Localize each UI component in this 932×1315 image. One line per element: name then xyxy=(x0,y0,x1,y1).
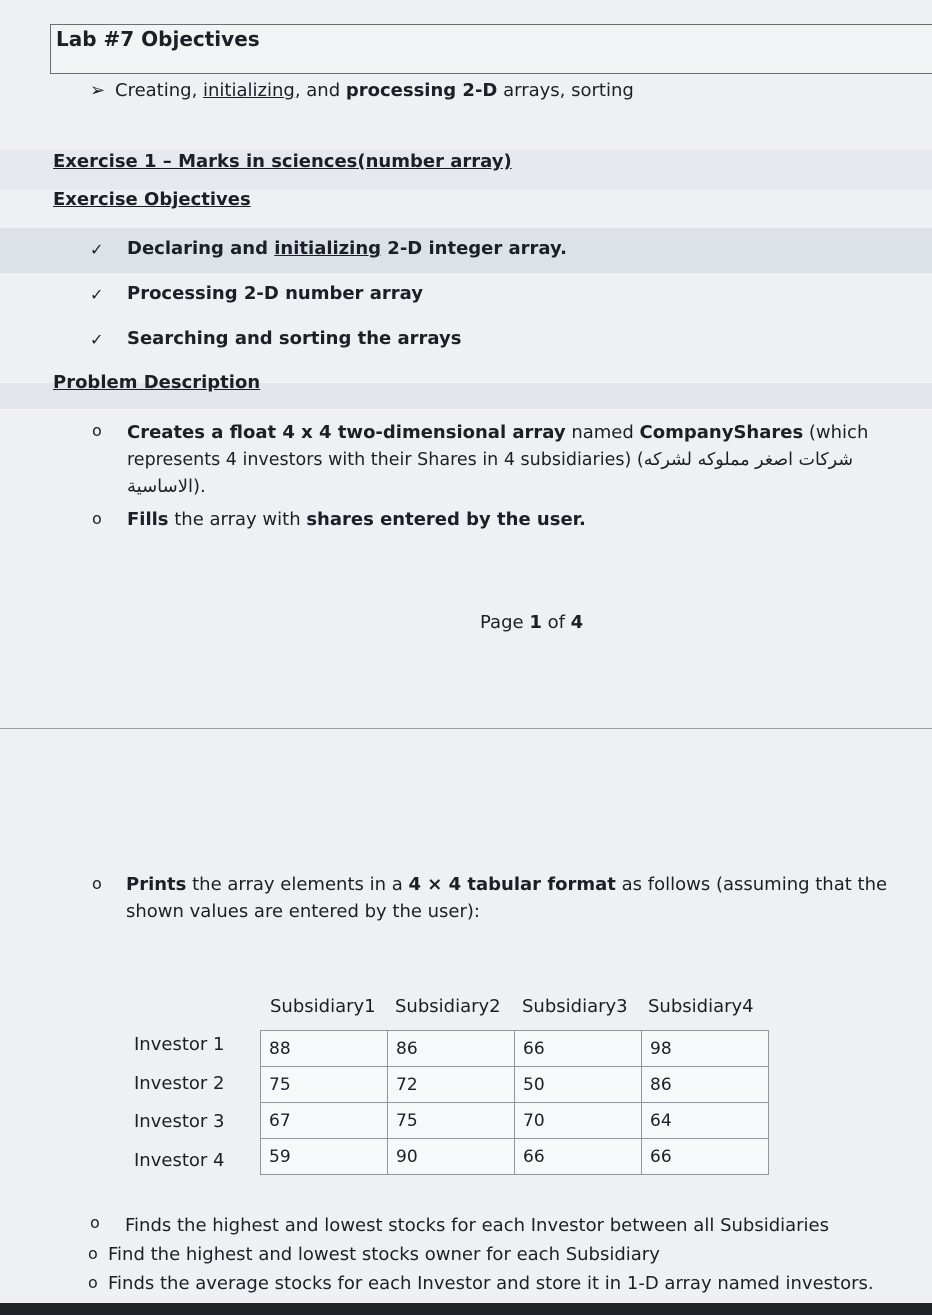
objective-text: Declaring and xyxy=(127,238,275,259)
problem-text-bold: Prints xyxy=(126,874,187,895)
table-cell: 59 xyxy=(261,1139,388,1175)
page-number xyxy=(480,612,583,633)
table-cell: 66 xyxy=(642,1139,769,1175)
problem-text-bold: shares entered by the user. xyxy=(306,509,586,530)
page-number-current: 1 xyxy=(529,612,542,633)
lab-objective-bold: processing 2-D xyxy=(345,80,498,101)
shares-table xyxy=(260,1030,769,1175)
table-cell: 75 xyxy=(261,1067,388,1103)
problem-item-1-line-1 xyxy=(127,422,868,443)
lab-objective-underlined: initializing xyxy=(203,80,295,101)
problem-item-4: Finds the highest and lowest stocks for each Investor between all Subsidiaries xyxy=(125,1215,830,1236)
page-number-text: Page xyxy=(480,612,530,633)
problem-item-2 xyxy=(127,509,586,530)
problem-text: as follows (assuming that the xyxy=(615,874,888,895)
check-icon: ✓ xyxy=(90,330,104,349)
table-cell: 75 xyxy=(388,1103,515,1139)
lab-objective xyxy=(115,80,634,101)
problem-item-5: Find the highest and lowest stocks owner for each Subsidiary xyxy=(108,1244,660,1265)
column-header: Subsidiary4 xyxy=(648,996,754,1017)
table-cell: 50 xyxy=(515,1067,642,1103)
table-row xyxy=(261,1139,769,1175)
table-row xyxy=(261,1067,769,1103)
problem-text: named xyxy=(565,422,640,443)
problem-item-3-line-1 xyxy=(126,874,887,895)
check-icon: ✓ xyxy=(90,240,104,259)
problem-text: the array with xyxy=(168,509,307,530)
objective-item xyxy=(127,238,567,259)
row-header: Investor 2 xyxy=(134,1073,225,1094)
lab-objective-text: arrays, sorting xyxy=(497,80,634,101)
table-cell: 67 xyxy=(261,1103,388,1139)
circle-bullet-icon: o xyxy=(92,509,102,528)
arrow-bullet-icon: ➢ xyxy=(90,80,106,101)
objective-item: Processing 2-D number array xyxy=(127,283,423,304)
objective-text: 2-D integer array. xyxy=(381,238,567,259)
problem-heading: Problem Description xyxy=(53,372,261,393)
lab-objective-text: , and xyxy=(294,80,346,101)
problem-text-bold: CompanyShares xyxy=(639,422,804,443)
table-cell: 86 xyxy=(642,1067,769,1103)
table-cell: 70 xyxy=(515,1103,642,1139)
problem-text-bold: Creates a float 4 x 4 two-dimensional array xyxy=(127,422,566,443)
objective-item: Searching and sorting the arrays xyxy=(127,328,462,349)
bottom-bar xyxy=(0,1303,932,1315)
problem-text-bold: 4 × 4 tabular format xyxy=(408,874,616,895)
circle-bullet-icon: o xyxy=(92,421,102,440)
table-cell: 72 xyxy=(388,1067,515,1103)
lab-objective-text: Creating, xyxy=(115,80,204,101)
table-cell: 90 xyxy=(388,1139,515,1175)
circle-bullet-icon: o xyxy=(88,1273,98,1292)
problem-text-bold: Fills xyxy=(127,509,169,530)
objective-underlined: initializing xyxy=(274,238,382,259)
lab-title: Lab #7 Objectives xyxy=(56,27,260,51)
objectives-heading: Exercise Objectives xyxy=(53,189,251,210)
column-header: Subsidiary3 xyxy=(522,996,628,1017)
page-number-text: of xyxy=(541,612,571,633)
problem-text: (which xyxy=(803,422,869,443)
lab-title-box xyxy=(50,24,932,74)
row-header: Investor 3 xyxy=(134,1111,225,1132)
column-header: Subsidiary1 xyxy=(270,996,376,1017)
check-icon: ✓ xyxy=(90,285,104,304)
circle-bullet-icon: o xyxy=(92,874,102,893)
row-header: Investor 1 xyxy=(134,1034,225,1055)
column-header: Subsidiary2 xyxy=(395,996,501,1017)
table-cell: 64 xyxy=(642,1103,769,1139)
problem-item-1-line-2: represents 4 investors with their Shares in 4 subsidiaries) (شركات اصغر مملوكه لشركه xyxy=(127,450,854,470)
table-cell: 98 xyxy=(642,1031,769,1067)
problem-item-6: Finds the average stocks for each Investor and store it in 1-D array named investors. xyxy=(108,1273,874,1294)
table-cell: 66 xyxy=(515,1031,642,1067)
circle-bullet-icon: o xyxy=(90,1213,100,1232)
table-cell: 88 xyxy=(261,1031,388,1067)
table-cell: 86 xyxy=(388,1031,515,1067)
problem-text: the array elements in a xyxy=(186,874,409,895)
circle-bullet-icon: o xyxy=(88,1244,98,1263)
page-number-total: 4 xyxy=(570,612,584,633)
exercise-heading: Exercise 1 – Marks in sciences(number array) xyxy=(53,151,512,172)
problem-item-3-line-2: shown values are entered by the user): xyxy=(126,901,480,922)
problem-item-1-line-3: الاساسية). xyxy=(127,476,206,497)
table-cell: 66 xyxy=(515,1139,642,1175)
page-break-divider xyxy=(0,728,932,729)
row-header: Investor 4 xyxy=(134,1150,225,1171)
table-row xyxy=(261,1031,769,1067)
table-row xyxy=(261,1103,769,1139)
